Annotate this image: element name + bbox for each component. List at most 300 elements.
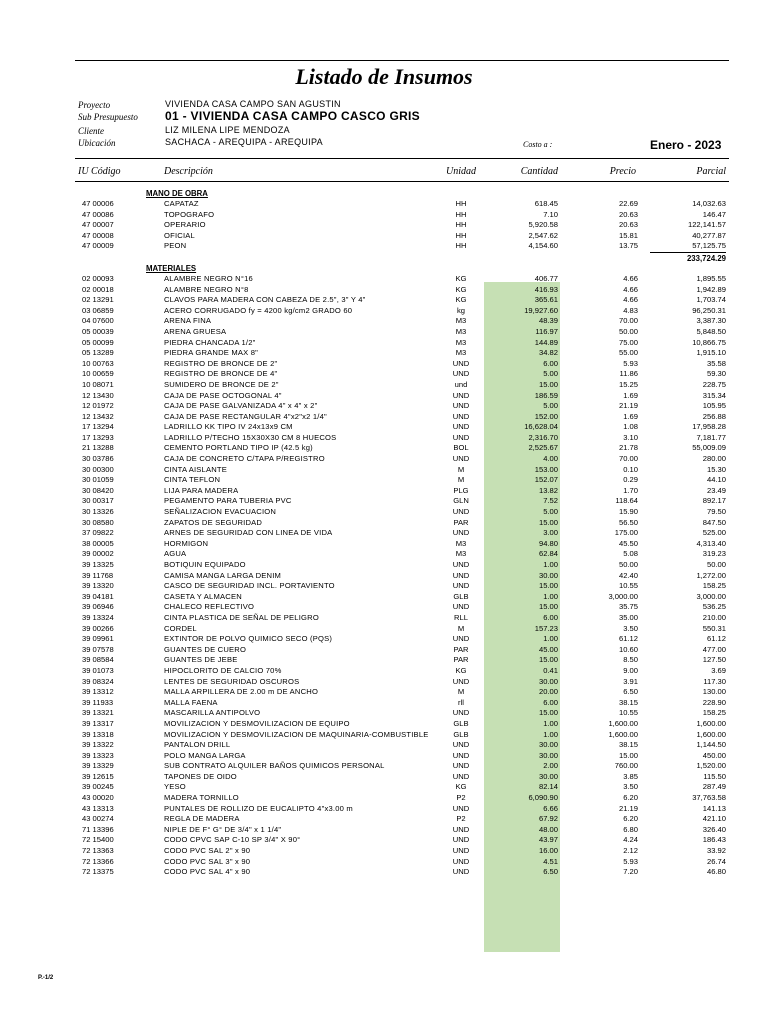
item-unit: P2 [456,793,466,803]
item-unit: HH [455,220,467,230]
item-price: 9.00 [623,665,638,675]
item-price: 38.15 [618,740,638,750]
item-quantity: 1.00 [543,634,558,644]
item-code: 30 01059 [82,475,114,485]
item-price: 1.70 [623,485,638,495]
item-partial: 158.25 [702,581,726,591]
item-quantity: 30.00 [538,750,558,760]
item-code: 02 00093 [82,273,114,283]
item-code: 39 00002 [82,549,114,559]
item-unit: UND [452,761,470,771]
item-quantity: 15.00 [538,517,558,527]
item-partial: 5,848.50 [696,326,726,336]
item-description: NIPLE DE F° G° DE 3/4" x 1 1/4" [164,824,282,834]
item-description: MALLA FAENA [164,697,218,707]
item-price: 11.86 [619,369,638,379]
item-quantity: 30.00 [538,771,558,781]
table-row [0,825,768,836]
item-description: HIPOCLORITO DE CALCIO 70% [164,665,282,675]
item-unit: UND [452,369,470,379]
item-unit: PLG [453,485,469,495]
item-code: 10 08071 [82,379,114,389]
table-row [0,475,768,486]
item-partial: 847.50 [702,517,726,527]
item-price: 5.93 [623,856,638,866]
item-partial: 50.00 [706,560,726,569]
item-price: 10.55 [618,581,638,591]
item-partial: 3,000.00 [696,591,726,601]
item-partial: 17,958.28 [692,422,726,432]
item-quantity: 5.00 [543,369,558,379]
item-price: 56.50 [618,517,638,527]
item-partial: 1,144.50 [696,740,726,750]
item-quantity: 20.00 [538,687,558,697]
item-quantity: 1.00 [543,729,558,739]
item-code: 47 00006 [82,199,114,208]
item-description: SEÑALIZACION EVACUACION [164,507,277,517]
item-partial: 319.23 [702,549,726,559]
item-price: 15.81 [618,230,638,240]
item-description: PANTALON DRILL [164,740,231,750]
item-quantity: 152.07 [534,475,558,485]
item-description: MADERA TORNILLO [164,793,239,803]
item-price: 5.93 [623,358,638,368]
item-price: 3.91 [623,676,638,686]
item-partial: 40,277.87 [692,230,726,240]
item-description: PEON [164,241,187,251]
item-price: 21.19 [618,803,638,813]
item-quantity: 6.00 [543,612,558,622]
item-code: 10 00763 [82,358,114,368]
item-description: CAJA DE PASE RECTANGULAR 4"x2"x2 1/4" [164,411,327,421]
item-code: 39 13329 [82,761,114,771]
item-description: BOTIQUIN EQUIPADO [164,560,246,569]
item-unit: UND [452,750,470,760]
item-price: 21.78 [618,443,638,453]
table-row [0,592,768,603]
meta-value: LIZ MILENA LIPE MENDOZA [165,125,290,135]
table-row [0,857,768,868]
item-code: 47 00007 [82,220,114,230]
item-unit: GLN [453,496,469,506]
item-code: 39 13325 [82,560,114,569]
item-unit: M3 [455,538,467,548]
item-description: CINTA PLASTICA DE SEÑAL DE PELIGRO [164,612,319,622]
meta-label: Sub Presupuesto [78,112,138,122]
item-unit: UND [452,867,470,877]
item-partial: 1,915.10 [696,348,726,358]
item-partial: 23.49 [706,485,726,495]
item-quantity: 6.00 [543,358,558,368]
header-descripcion: Descripción [164,166,213,177]
item-unit: P2 [456,814,466,824]
item-code: 39 08324 [82,676,114,686]
item-description: ZAPATOS DE SEGURIDAD [164,517,263,527]
item-partial: 141.13 [702,803,726,813]
item-code: 39 13312 [82,687,114,697]
table-row [0,687,768,698]
table-row [0,486,768,497]
item-price: 4.83 [623,305,638,315]
item-partial: 1,942.89 [696,284,726,294]
item-code: 30 00300 [82,464,114,474]
table-row [0,698,768,709]
insumos-table [0,188,768,878]
item-code: 39 13318 [82,729,114,739]
top-rule [75,60,729,61]
item-unit: UND [452,740,470,750]
table-row [0,581,768,592]
item-description: CASETA Y ALMACEN [164,591,242,601]
table-row [0,433,768,444]
item-code: 39 00266 [82,623,114,633]
item-unit: UND [452,771,470,781]
meta-value: 01 - VIVIENDA CASA CAMPO CASCO GRIS [165,109,420,123]
item-price: 1.69 [623,390,638,400]
item-quantity: 6.66 [543,803,558,813]
item-price: 1.69 [623,411,638,421]
item-price: 20.63 [618,220,638,230]
item-quantity: 94.80 [538,538,558,548]
section-title [0,188,768,199]
item-quantity: 45.00 [538,644,558,654]
item-quantity: 30.00 [538,570,558,580]
item-description: CLAVOS PARA MADERA CON CABEZA DE 2.5", 3" Y 4" [164,295,366,305]
item-code: 30 08420 [82,485,114,495]
item-quantity: 16,628.04 [524,422,558,432]
item-description: SUB CONTRATO ALQUILER BAÑOS QUIMICOS PERSONAL [164,761,385,771]
table-row [0,199,768,210]
item-code: 39 13324 [82,612,114,622]
item-partial: 550.31 [702,623,726,633]
item-code: 17 13293 [82,432,114,442]
item-partial: 158.25 [702,708,726,718]
item-description: ALAMBRE NEGRO N°16 [164,273,253,283]
item-description: REGISTRO DE BRONCE DE 4" [164,369,278,379]
item-description: LIJA PARA MADERA [164,485,239,495]
item-partial: 450.00 [702,750,726,760]
item-price: 0.29 [623,475,638,485]
item-unit: UND [452,411,470,421]
item-price: 3.50 [623,623,638,633]
table-row [0,740,768,751]
item-code: 43 13313 [82,803,114,813]
table-row [0,560,768,571]
item-price: 6.20 [623,814,638,824]
item-code: 03 06859 [82,305,114,315]
item-price: 6.80 [623,824,638,834]
item-partial: 326.40 [702,824,726,834]
column-headers [0,166,768,180]
item-price: 6.20 [623,793,638,803]
item-price: 35.75 [618,602,638,612]
item-description: GUANTES DE CUERO [164,644,247,654]
item-quantity: 1.00 [543,718,558,728]
item-quantity: 153.00 [534,464,558,474]
table-row [0,338,768,349]
item-partial: 892.17 [702,496,726,506]
item-unit: HH [455,209,467,219]
item-description: CHALECO REFLECTIVO [164,602,255,612]
item-unit: HH [455,241,467,251]
item-code: 02 13291 [82,295,114,305]
item-unit: HH [455,230,467,240]
item-price: 4.24 [623,835,638,845]
item-partial: 55,009.09 [692,443,726,453]
item-quantity: 19,927.60 [524,305,558,315]
header-iu-codigo: IU Código [78,166,121,177]
item-partial: 1,600.00 [696,729,726,739]
item-quantity: 5.00 [543,507,558,517]
section-title-text: MANO DE OBRA [146,189,208,198]
section-title-text: MATERIALES [146,263,197,273]
item-code: 10 00659 [82,369,114,379]
item-price: 15.25 [618,379,638,389]
item-quantity: 618.45 [534,199,558,208]
item-partial: 146.47 [702,209,726,219]
item-description: POLO MANGA LARGA [164,750,246,760]
item-partial: 26.74 [706,856,726,866]
item-unit: UND [452,846,470,856]
table-row [0,306,768,317]
item-description: MASCARILLA ANTIPOLVO [164,708,261,718]
item-unit: PAR [453,655,469,665]
item-unit: UND [452,528,470,538]
item-code: 47 00009 [82,241,114,251]
page-number: P.-1/2 [38,975,54,981]
item-price: 760.00 [614,761,638,771]
item-description: TAPONES DE OIDO [164,771,237,781]
item-code: 72 13363 [82,846,114,856]
item-unit: KG [455,665,467,675]
item-code: 12 13430 [82,390,114,400]
item-quantity: 157.23 [534,623,558,633]
item-code: 47 00086 [82,209,114,219]
item-unit: HH [455,199,467,208]
item-partial: 1,600.00 [696,718,726,728]
item-unit: M3 [455,316,467,326]
item-code: 39 07578 [82,644,114,654]
item-price: 20.63 [618,209,638,219]
costo-value: Enero - 2023 [650,138,722,152]
item-price: 70.00 [618,316,638,326]
table-row [0,751,768,762]
meta-sub-presupuesto [78,110,738,124]
meta-label: Proyecto [78,100,111,110]
item-unit: UND [452,401,470,411]
item-partial: 33.92 [706,846,726,856]
item-description: MOVILIZACION Y DESMOVILIZACION DE MAQUINARIA-COMBUSTIBLE [164,729,429,739]
item-partial: 186.43 [702,835,726,845]
item-unit: UND [452,422,470,432]
item-description: OPERARIO [164,220,206,230]
item-partial: 10,866.75 [692,337,726,347]
item-description: AGUA [164,549,187,559]
table-row [0,772,768,783]
table-row [0,380,768,391]
item-quantity: 2.00 [543,761,558,771]
table-row [0,528,768,539]
item-quantity: 2,525.67 [528,443,558,453]
section-title [0,263,768,274]
item-price: 4.66 [623,295,638,305]
meta-value: VIVIENDA CASA CAMPO SAN AGUSTIN [165,99,341,109]
table-row [0,782,768,793]
item-description: ACERO CORRUGADO fy = 4200 kg/cm2 GRADO 60 [164,305,353,315]
item-description: CASCO DE SEGURIDAD INCL. PORTAVIENTO [164,581,335,591]
item-partial: 15.30 [706,464,726,474]
item-partial: 122,141.57 [687,220,726,230]
table-row [0,422,768,433]
section-subtotal [0,252,768,263]
item-unit: PAR [453,644,469,654]
item-description: CAPATAZ [164,199,199,208]
item-description: MOVILIZACION Y DESMOVILIZACION DE EQUIPO [164,718,350,728]
table-row [0,613,768,624]
item-code: 39 09961 [82,634,114,644]
item-unit: UND [452,676,470,686]
item-price: 15.90 [618,507,638,517]
item-quantity: 15.00 [538,655,558,665]
item-quantity: 1.00 [543,560,558,569]
item-quantity: 406.77 [534,273,558,283]
meta-label: Ubicación [78,138,116,148]
table-row [0,465,768,476]
table-row [0,443,768,454]
item-unit: BOL [453,443,469,453]
subtotal-value: 233,724.29 [650,252,726,264]
item-price: 45.50 [618,538,638,548]
item-partial: 1,272.00 [696,570,726,580]
item-quantity: 416.93 [534,284,558,294]
item-partial: 105.95 [702,401,726,411]
item-description: REGISTRO DE BRONCE DE 2" [164,358,278,368]
item-description: PEGAMENTO PARA TUBERIA PVC [164,496,292,506]
table-row [0,327,768,338]
item-partial: 1,895.55 [696,273,726,283]
item-description: ARENA FINA [164,316,212,326]
item-code: 39 13321 [82,708,114,718]
item-partial: 37,763.58 [692,793,726,803]
table-row [0,645,768,656]
item-quantity: 5.00 [543,401,558,411]
item-code: 17 13294 [82,422,114,432]
table-row [0,496,768,507]
table-row [0,220,768,231]
item-quantity: 7.10 [543,209,558,219]
table-row [0,730,768,741]
header-precio: Precio [609,166,636,177]
item-unit: UND [452,803,470,813]
item-quantity: 4.51 [543,856,558,866]
item-quantity: 62.84 [538,549,558,559]
item-price: 118.64 [615,496,638,506]
table-row [0,295,768,306]
item-description: LENTES DE SEGURIDAD OSCUROS [164,676,300,686]
costo-label: Costo a : [523,140,553,149]
table-row [0,867,768,878]
table-row [0,274,768,285]
item-partial: 61.12 [706,634,726,644]
item-partial: 287.49 [702,782,726,792]
item-quantity: 43.97 [538,835,558,845]
item-code: 39 04181 [82,591,114,601]
item-unit: UND [452,560,470,569]
item-unit: und [454,379,468,389]
table-row [0,835,768,846]
item-description: PIEDRA CHANCADA 1/2" [164,337,256,347]
item-code: 39 06946 [82,602,114,612]
item-code: 43 00020 [82,793,114,803]
item-unit: rll [458,697,464,707]
table-row [0,316,768,327]
item-price: 1.08 [623,422,638,432]
item-description: CAMISA MANGA LARGA DENIM [164,570,282,580]
item-partial: 315.34 [702,390,726,400]
item-price: 2.12 [623,846,638,856]
item-partial: 3,387.30 [696,316,726,326]
item-price: 35.00 [618,612,638,622]
item-partial: 256.88 [702,411,726,421]
item-code: 39 12615 [82,771,114,781]
item-unit: UND [452,581,470,591]
item-partial: 280.00 [702,454,726,464]
item-description: LADRILLO P/TECHO 15X30X30 CM 8 HUECOS [164,432,337,442]
item-partial: 536.25 [702,602,726,612]
item-code: 38 00005 [82,538,114,548]
table-row [0,634,768,645]
table-row [0,666,768,677]
item-partial: 210.00 [702,612,726,622]
item-quantity: 4,154.60 [528,241,558,251]
table-row [0,401,768,412]
item-quantity: 152.00 [534,411,558,421]
item-quantity: 7.52 [543,496,558,506]
item-code: 72 13375 [82,867,114,877]
item-code: 39 08584 [82,655,114,665]
item-quantity: 15.00 [538,708,558,718]
item-quantity: 13.82 [538,485,558,495]
table-row [0,719,768,730]
item-code: 39 01073 [82,665,114,675]
item-price: 3,000.00 [608,591,638,601]
item-unit: M [457,464,465,474]
item-quantity: 34.82 [538,348,558,358]
table-row [0,539,768,550]
table-row [0,231,768,242]
table-row [0,602,768,613]
item-code: 37 09822 [82,528,114,538]
item-unit: KG [455,273,467,283]
item-code: 71 13396 [82,824,114,834]
item-quantity: 48.00 [538,824,558,834]
item-price: 42.40 [618,570,638,580]
item-price: 38.15 [618,697,638,707]
table-row [0,241,768,252]
meta-cliente [78,124,738,136]
item-unit: KG [455,295,467,305]
item-quantity: 67.92 [538,814,558,824]
item-partial: 117.30 [703,676,726,686]
item-price: 8.50 [623,655,638,665]
table-row [0,571,768,582]
item-code: 30 08580 [82,517,114,527]
item-description: CORDEL [164,623,197,633]
document-title: Listado de Insumos [295,64,473,89]
item-code: 05 00099 [82,337,114,347]
item-description: CAJA DE CONCRETO C/TAPA P/REGISTRO [164,454,325,464]
item-description: CODO PVC SAL 3" x 90 [164,856,251,866]
